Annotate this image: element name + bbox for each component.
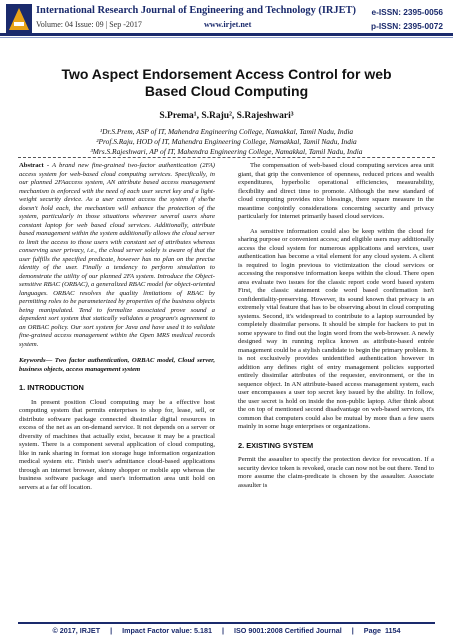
section-heading-existing-system: 2. EXISTING SYSTEM [238, 440, 314, 450]
page-footer: © 2017, IRJET | Impact Factor value: 5.181 | ISO 9001:2008 Certified Journal | Page 1154 [52, 626, 401, 635]
section-heading-introduction: 1. INTRODUCTION [19, 383, 84, 392]
keywords: Keywords— Two factor authentication, ORBAC model, Cloud server, business objects, access management system [19, 357, 215, 373]
left-column [19, 162, 215, 495]
existing-system-text: Permit the assaulter to specify the protection device for revocation. If a security device token is revoked, oracle can now not be out there. Tend to more assume the claim-predicate is chosen by the assaulter. Associate assaulter is [238, 456, 434, 489]
abstract-text: A brand new fine-grained two-factor authentication (2FA) access system for web-based cloud computing services. Specifically, in our planned 2FAaccess system, AN attribute based access management mechanism is enforced with the need of each user secret key and a light-weight security device. As a user cannot access the system if she/he doesn't hold each, the mechanism will enhance the protection of the system, particularly in those situations wherever several users share constant laptop for web based cloud services. Additionally, attribute based management within the system additionally allows the cloud server to limit the access to those users with constant set of attributes whereas conserving user privacy, i.e., the cloud server solely is aware of that the user fulfills the specified predicate, however has no plan on the precise identity of the user. Finally a tendency to perform simulation to demonstrate the utility of our planned 2FA system. Introduce the Object-sensitive RBAC (ORBAC), a generalized RBAC model for object-oriented languages. ORBAC resolves the quality limitations of RBAC by permitting roles to be parameterized by properties of the business objects being manipulated. Tend to formalize associated prove sound a dependent sort system that statically validates a program's agreement to an ORBAC policy. Our sort system for Java and have used it to validate fine-grained access management within the Open MRS medical records system. [19, 162, 215, 348]
affiliation-3: ³Mrs.S.Rajeshwari, AP of IT, Mahendra Engineering College, Namakkal, Tamil Nadu, India [90, 147, 363, 156]
footer-rule [18, 622, 435, 624]
right-column [238, 162, 434, 493]
paper-authors: S.Prema¹, S.Raju², S.Rajeshwari³ [159, 111, 294, 121]
journal-volume: Volume: 04 Issue: 09 | Sep -2017 [36, 20, 142, 29]
header-rule-thin [0, 37, 453, 38]
header-rule [0, 33, 453, 36]
abstract [19, 162, 215, 349]
paragraph: The compensation of web-based cloud computing services area unit giant, that grip the convenience of openness, reduced prices and wealth expenditures, hyperbolic operational efficiencies, measurability, flexibility and direct time to promote. Although the new standard of cloud computing provides nice blessings, there square measure in the meantime conjointly considerations concerning security and privacy particularly for internet primarily based cloud services. [238, 162, 434, 220]
irjet-logo-icon [6, 4, 32, 34]
journal-header [0, 0, 453, 40]
paragraph: As sensitive information could also be keep within the cloud for sharing purpose or convenient access; and eligible users may additionally access the cloud system for numerous applications and services, user authentication has become a vital element for any cloud system. A client is required to login previous to victimization the cloud services or accessing the responsive information keeps within the cloud. There open area evaluate two issues for the classic report code word based system First, the classic statement code word based confirmation isn't confidentiality-preserving. However, its sound known that privacy is an extremely vital feature that has to be observing about in cloud computing systems. Second, it's widespread to contribute to a laptop surrounded by completely dissimilar persons. It should be simple for hackers to put in some spyware to find out the login word from the web-browser. A newly designed way in running replica known as attribute-based entrée management could be a stylish candidate to begin the primary problem. It is not exclusively provides unidentified authentication however in addition any defines right of entry management policies supported entirely dissimilar attributes of the requester, environment, or the in sequence object. In AN attribute-based access management system, each user encompasses a user top secret key issued by the ability. In follow, the user secret is hold on inside the non-public laptop. After think about the on top of mentioned second disadvantage on web-based services, it's common that computers could also be mutual by more than a few users mainly in some huge enterprises or organizations. [238, 227, 434, 430]
abstract-label: Abstract - [19, 162, 50, 169]
paper-title: Two Aspect Endorsement Access Control for web Based Cloud Computing [61, 66, 392, 99]
journal-title: International Research Journal of Engineering and Technology (IRJET) [36, 5, 356, 16]
journal-website-link[interactable]: www.irjet.net [204, 20, 252, 29]
eissn: e-ISSN: 2395-0056 [371, 7, 443, 17]
affiliation-1: ¹Dr.S.Prem, ASP of IT, Mahendra Engineering College, Namakkal, Tamil Nadu, India [99, 127, 354, 136]
introduction-text: In present position Cloud computing may be a effective host computing system that permits enterprises to shop for, lease, sell, or distribute software package connected dissimilar digital resources in excess of the net as an on-demand service. It not depends on a server or diversity of machines that actually exist, because it may be a practical system. There is a component several application of cloud computing, like in rank sharing in format ion storage huge information organization medical system etc. Finish user's admittance cloud-based applications through an internet browser, skinny shopper or mobile app whereas the business software package and user's information area unit hold on servers at a far off location. [19, 398, 215, 491]
section-separator [18, 157, 435, 158]
affiliation-2: ²Prof.S.Raju, HOD of IT, Mahendra Engineering College, Namakkal, Tamil Nadu, India [96, 137, 357, 146]
pissn: p-ISSN: 2395-0072 [371, 21, 443, 31]
